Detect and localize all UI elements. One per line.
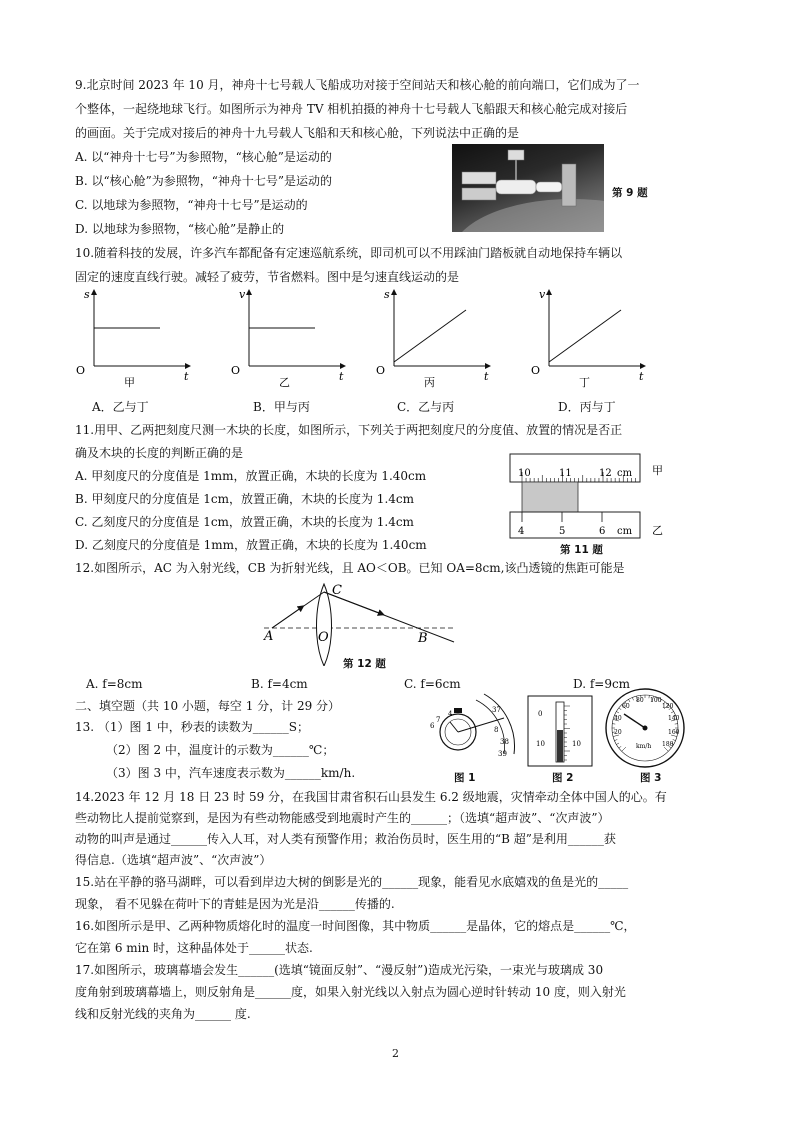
incident-ray-arrow [272, 607, 302, 628]
q11-stem-line-2: 确及木块的长度的判断正确的是 [75, 446, 244, 460]
fig3-label-100: 100 [650, 697, 662, 704]
q14-line-4: 得信息.（选填“超声波”、“次声波”） [75, 853, 272, 867]
graph-1-xlabel: t [184, 370, 189, 383]
q17-line-1: 17.如图所示，玻璃幕墙会发生______(选填“镜面反射”、“漫反射”)造成光污染，一束光与玻璃成 30 [75, 963, 604, 977]
fig3-label-140: 140 [668, 715, 680, 722]
graph-4-ylabel: v [539, 288, 546, 301]
graph-4-name: 丁 [579, 376, 590, 389]
ruler-bottom-tick-6: 6 [599, 526, 606, 537]
graph-1 [76, 288, 190, 389]
fig1-label-4: 4 [448, 710, 453, 718]
q11-option-d: D. 乙刻度尺的分度值是 1mm，放置正确，木块的长度为 1.40cm [75, 538, 427, 552]
fig1-label-8: 8 [494, 726, 499, 734]
q12-figure-caption: 第 12 题 [343, 658, 386, 670]
graph-2-ylabel: v [239, 288, 246, 301]
q12-stem: 12.如图所示，AC 为入射光线，CB 为折射光线，且 AO＜OB。已知 OA=8cm,该凸透镜的焦距可能是 [75, 561, 625, 575]
ruler-top-name: 甲 [652, 464, 663, 477]
ruler-bottom-tick-5: 5 [559, 526, 566, 537]
q16-line-2: 它在第 6 min 时，这种晶体处于______状态. [75, 941, 313, 955]
fig2-label-10-left: 10 [536, 740, 545, 748]
q13-part-2: （2）图 2 中，温度计的示数为______℃； [106, 743, 335, 757]
fig3-caption: 图 3 [640, 772, 662, 784]
spacecraft-photo [452, 144, 604, 232]
graph-3-origin: O [376, 364, 386, 377]
label-a: A [264, 629, 274, 644]
q17-line-3: 线和反射光线的夹角为______ 度. [75, 1007, 251, 1021]
graph-3 [376, 288, 490, 389]
fig3-label-80: 80 [636, 697, 644, 704]
ruler-bottom-tick-4: 4 [518, 526, 525, 537]
q9-option-c: C. 以地球为参照物，“神舟十七号”是运动的 [75, 198, 308, 212]
q12-lens-diagram [258, 578, 458, 666]
thermometer-liquid [557, 730, 563, 762]
q9-option-d: D. 以地球为参照物，“核心舱”是静止的 [75, 222, 285, 236]
q13-part-1: 13. （1）图 1 中，秒表的读数为______S； [75, 720, 310, 734]
q9-stem-line-1: 9.北京时间 2023 年 10 月，神舟十七号载人飞船成功对接于空间站天和核心舱的前向端口，它们成为了一 [75, 78, 640, 92]
q9-stem-line-2: 个整体，一起绕地球飞行。如图所示为神舟 TV 相机拍摄的神舟十七号载人飞船跟天和核心舱完成对接后 [75, 102, 628, 116]
fig1-label-7: 7 [436, 716, 441, 724]
fig1-label-6: 6 [430, 722, 435, 730]
page-number: 2 [392, 1047, 399, 1060]
q11-option-c: C. 乙刻度尺的分度值是 1cm，放置正确，木块的长度为 1.4cm [75, 515, 414, 529]
fig2-label-0: 0 [538, 710, 543, 718]
graph-4 [531, 288, 645, 389]
q10-option-c: C．乙与丙 [397, 400, 455, 414]
fig3-label-180: 180 [662, 741, 674, 748]
convex-lens [317, 584, 332, 666]
label-c: C [332, 583, 342, 598]
ruler-top-unit: cm [617, 468, 633, 479]
wooden-block [522, 482, 578, 512]
ruler-top-tick-10: 10 [518, 468, 531, 479]
q14-line-2: 些动物比人提前觉察到，是因为有些动物能感受到地震时产生的______；（选填“超声波”、“次声波”） [75, 811, 610, 825]
fig2-caption: 图 2 [552, 772, 574, 784]
fig3-label-20: 20 [614, 729, 622, 736]
q9-option-b: B. 以“核心舱”为参照物，“神舟十七号”是运动的 [75, 174, 332, 188]
graph-2-xlabel: t [339, 370, 344, 383]
fig3-label-60: 60 [622, 703, 630, 710]
graph-4-xlabel: t [639, 370, 644, 383]
graph-1-origin: O [76, 364, 86, 377]
label-o: O [318, 630, 329, 645]
q11-figure-caption: 第 11 题 [560, 544, 603, 556]
q9-stem-line-3: 的画面。关于完成对接后的神舟十九号载人飞船和天和核心舱，下列说法中正确的是 [75, 126, 520, 140]
fig3-label-unit: km/h [636, 743, 652, 750]
q12-option-b: B. f=4cm [251, 677, 308, 691]
q10-motion-graphs [70, 282, 680, 394]
q11-option-b: B. 甲刻度尺的分度值是 1cm，放置正确，木块的长度为 1.4cm [75, 492, 414, 506]
graph-2 [231, 288, 345, 389]
ruler-bottom-unit: cm [617, 526, 633, 537]
q10-stem-line-1: 10.随着科技的发展，许多汽车都配备有定速巡航系统，即司机可以不用踩油门踏板就自动地保持车辆以 [75, 246, 623, 260]
ruler-top-tick-12: 12 [599, 468, 612, 479]
graph-2-origin: O [231, 364, 241, 377]
q14-line-3: 动物的叫声是通过______传入人耳，对人类有预警作用；救治伤员时，医生用的“B 超”是利用______获 [75, 832, 616, 846]
q10-option-d: D．丙与丁 [558, 400, 616, 414]
fig3-label-40: 40 [614, 715, 622, 722]
q15-line-1: 15.站在平静的骆马湖畔，可以看到岸边大树的倒影是光的______现象，能看见水底嬉戏的鱼是光的_____ [75, 875, 629, 889]
graph-3-ylabel: s [384, 288, 390, 301]
fig1-label-39: 39 [498, 750, 507, 758]
fig3-label-160: 160 [668, 729, 680, 736]
graph-4-origin: O [531, 364, 541, 377]
ruler-top-tick-11: 11 [559, 468, 572, 479]
q9-option-a: A. 以“神舟十七号”为参照物，“核心舱”是运动的 [75, 150, 332, 164]
section-2-heading: 二、填空题（共 10 小题，每空 1 分，计 29 分） [75, 699, 341, 713]
q13-part-3: （3）图 3 中，汽车速度表示数为______km/h. [106, 766, 356, 780]
q12-option-a: A. f=8cm [86, 677, 143, 691]
fig1-label-38: 38 [500, 738, 509, 746]
q11-stem-line-1: 11.用甲、乙两把刻度尺测一木块的长度，如图所示，下列关于两把刻度尺的分度值、放置的情况是否正 [75, 423, 623, 437]
q10-option-a: A．乙与丁 [92, 400, 149, 414]
q15-line-2: 现象， 看不见躲在荷叶下的青蛙是因为光是沿______传播的. [75, 897, 395, 911]
q16-line-1: 16.如图所示是甲、乙两种物质熔化时的温度一时间图像，其中物质______是晶体，它的熔点是______℃， [75, 919, 636, 933]
fig1-caption: 图 1 [454, 772, 476, 784]
stopwatch-figure [418, 692, 518, 758]
graph-3-line [394, 310, 466, 362]
speedometer-figure [600, 688, 690, 768]
q17-line-2: 度角射到玻璃幕墙上，则反射角是______度，如果入射光线以入射点为圆心逆时针转动 10 度，则入射光 [75, 985, 626, 999]
ruler-bottom-name: 乙 [652, 524, 663, 537]
q12-option-c: C. f=6cm [404, 677, 461, 691]
thermometer-figure [526, 694, 594, 768]
graph-3-xlabel: t [484, 370, 489, 383]
graph-4-line [549, 310, 621, 362]
q11-option-a: A. 甲刻度尺的分度值是 1mm，放置正确，木块的长度为 1.40cm [75, 469, 427, 483]
graph-1-name: 甲 [124, 376, 135, 389]
spacecraft-illustration [452, 144, 604, 232]
graph-3-name: 丙 [424, 376, 435, 389]
q10-option-b: B．甲与丙 [253, 400, 310, 414]
fig2-label-10-right: 10 [572, 740, 581, 748]
label-b: B [418, 631, 428, 646]
q10-stem-line-2: 固定的速度直线行驶。减轻了疲劳，节省燃料。图中是匀速直线运动的是 [75, 270, 460, 284]
fig3-label-120: 120 [662, 703, 674, 710]
q14-line-1: 14.2023 年 12 月 18 日 23 时 59 分，在我国甘肃省积石山县发生 6.2 级地震，灾情牵动全体中国人的心。有 [75, 790, 667, 804]
q12-option-d: D. f=9cm [573, 677, 631, 691]
graph-2-name: 乙 [279, 376, 290, 389]
fig1-label-37: 37 [492, 706, 501, 714]
q9-figure-caption: 第 9 题 [612, 187, 648, 199]
graph-1-ylabel: s [84, 288, 90, 301]
q11-rulers-figure [506, 452, 676, 544]
